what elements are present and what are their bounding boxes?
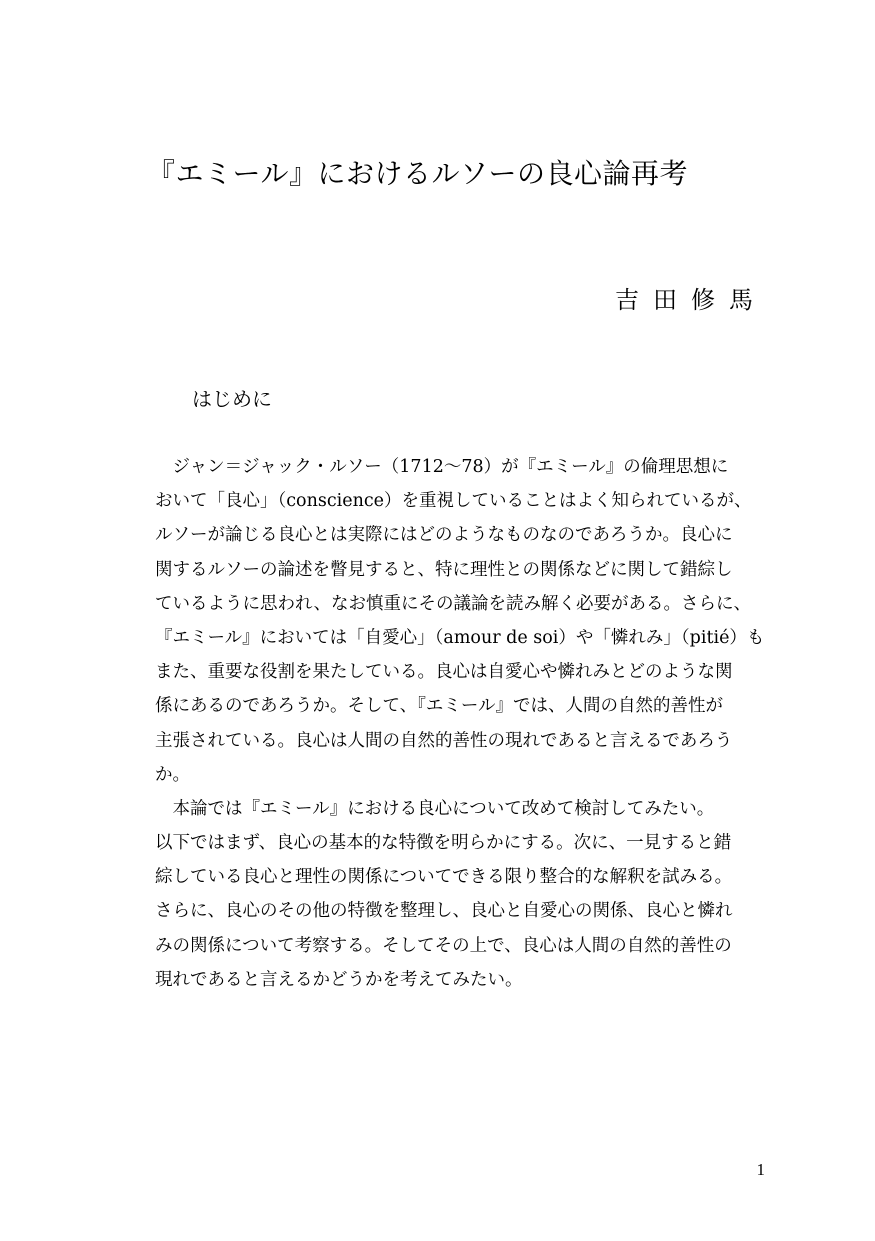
body-line: 綜している良心と理性の関係についてできる限り整合的な解釈を試みる。 <box>155 867 733 888</box>
body-line: 『エミール』においては「自愛心」（amour de soi）や「憐れみ」（pitié）も <box>155 627 765 648</box>
body-line: 係にあるのであろうか。そして、『エミール』では、人間の自然的善性が <box>155 696 724 717</box>
body-text <box>155 450 780 997</box>
paper-title: 『エミール』におけるルソーの良心論再考 <box>147 157 688 190</box>
body-line: 現れであると言えるかどうかを考えてみたい。 <box>155 969 523 990</box>
body-line: 関するルソーの論述を瞥見すると、特に理性との関係などに関して錯綜し <box>155 559 733 580</box>
body-line: 本論では『エミール』における良心について改めて検討してみたい。 <box>155 798 715 819</box>
body-line: ジャン＝ジャック・ルソー（1712～78）が『エミール』の倫理思想に <box>155 457 729 477</box>
body-line: さらに、良心のその他の特徴を整理し、良心と自愛心の関係、良心と憐れ <box>155 901 733 922</box>
author-name: 吉田修馬 <box>615 286 767 314</box>
body-line: ているように思われ、なお慎重にその議論を読み解く必要がある。さらに、 <box>155 593 752 614</box>
body-line: おいて「良心」（conscience）を重視していることはよく知られているが、 <box>155 491 752 512</box>
body-line: また、重要な役割を果たしている。良心は自愛心や憐れみとどのような関 <box>155 662 733 683</box>
body-line: みの関係について考察する。そしてその上で、良心は人間の自然的善性の <box>155 935 732 956</box>
body-line: 以下ではまず、良心の基本的な特徴を明らかにする。次に、一見すると錯 <box>155 833 732 854</box>
body-line: 主張されている。良心は人間の自然的善性の現れであると言えるであろう <box>155 730 733 751</box>
body-line: ルソーが論じる良心とは実際にはどのようなものなのであろうか。良心に <box>155 525 733 546</box>
page-number: 1 <box>756 1160 765 1179</box>
body-line: か。 <box>155 764 190 785</box>
section-heading: はじめに <box>192 387 272 411</box>
